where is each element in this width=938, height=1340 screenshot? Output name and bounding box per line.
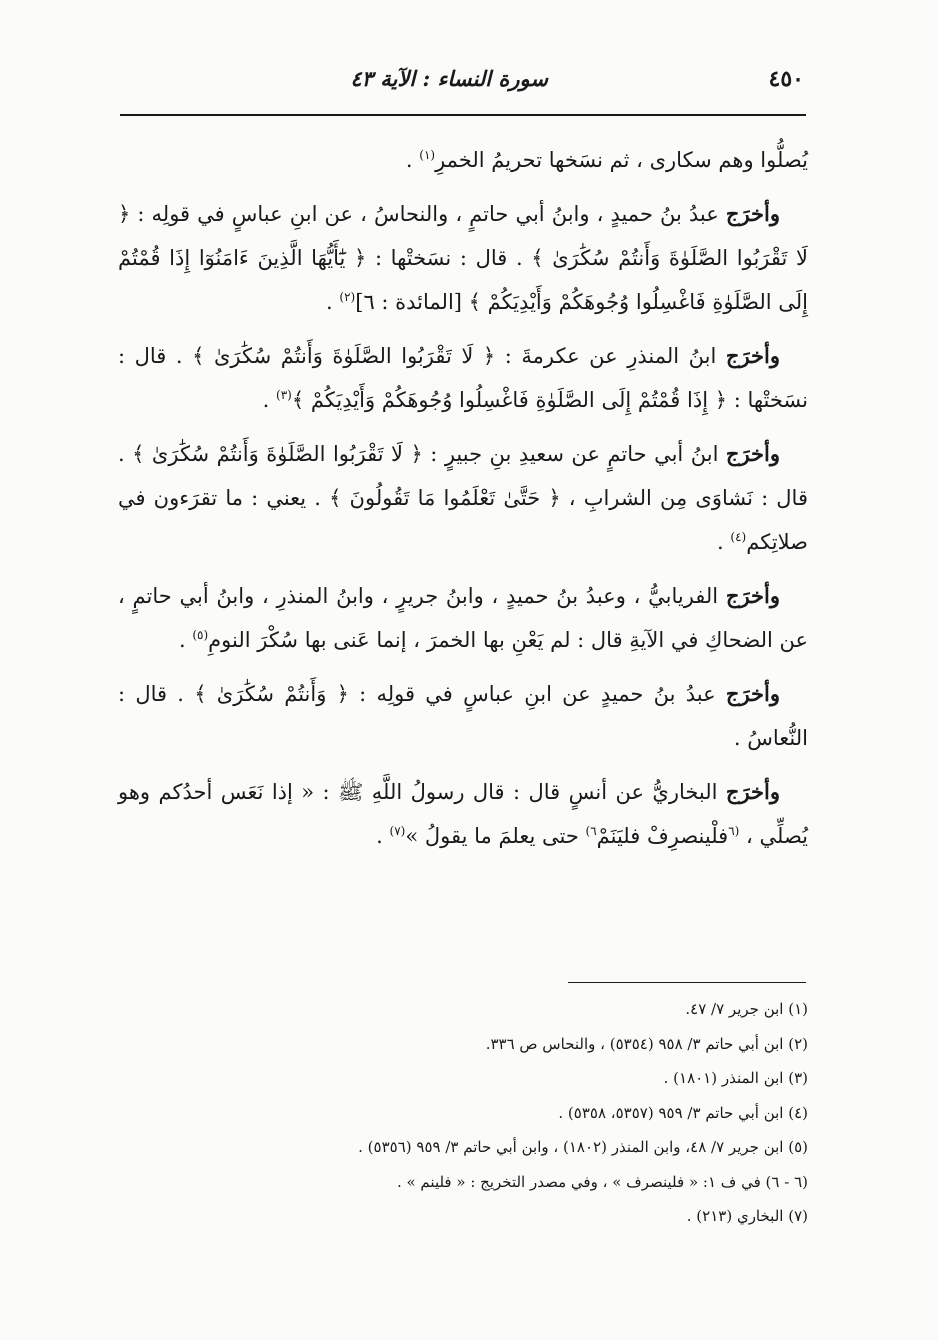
paragraph-end: . [405,148,420,172]
paragraph-text: عبدُ بنُ حميدٍ ، وابنُ أبي حاتمٍ ، والنحاسُ ، عن ابنِ عباسٍ في قولِه : ﴿ لَا تَقْرَبُوا الصَّلَوٰةَ وَأَنتُمْ سُكَٰرَىٰ ﴾ . قال : نسَختْها : ﴿ يَٰٓأَيُّهَا الَّذِينَ ءَامَنُوٓا إِذَا قُمْتُمْ إِلَى الصَّلَوٰةِ فَاغْسِلُوا وُجُوهَكُمْ وَأَيْدِيَكُمْ ﴾ [المائدة : ٦] [118,202,808,314]
paragraph-end: . [326,290,340,314]
footnote-3: (٣) ابن المنذر (١٨٠١) . [663,1069,808,1087]
paragraph-lead: وأخرَج [725,201,780,226]
paragraph-lead: وأخرَج [725,681,780,706]
footnote-rule [568,982,806,983]
paragraph-5 [118,574,808,662]
paragraph-end: . [733,726,748,750]
footnote-6: (٦ - ٦) في ف ١: « فلينصرف » ، وفي مصدر التخريج : « فلينم » . [396,1172,808,1191]
footnote-mark: (٧) [389,824,406,838]
paragraph-text: الفريابيُّ ، وعبدُ بنُ حميدٍ ، وابنُ جريرٍ ، وابنُ المنذرِ ، وابنُ أبي حاتمٍ ، عن الضحاكِ في الآيةِ قال : لم يَعْنِ بها الخمرَ ، إنما عَنى بها سُكْرَ النومِ [118,584,808,652]
paragraph-lead: وأخرَج [725,441,780,466]
variant-text: فلْينصرِفْ فليَنَمْ [596,824,729,848]
paragraph-lead: وأخرَج [725,343,780,368]
paragraph-text: يُصلُّوا وهم سكارى ، ثم نسَخها تحريمُ الخمرِ [435,148,808,172]
paragraph-text-end: حتى يعلمَ ما يقولُ » [405,824,586,848]
paragraph-lead: وأخرَج [725,779,780,804]
paragraph-4 [118,432,808,564]
book-page [118,0,808,1340]
footnotes [118,992,808,1234]
header-rule [120,114,806,116]
main-text [118,138,808,868]
paragraph-text: البخاريُّ عن أنسٍ قال : قال رسولُ اللَّهِ ﷺ : « إذا نَعَس أحدُكم وهو يُصلِّي ، [118,780,808,848]
paragraph-1 [118,138,808,182]
paragraph-end: . [262,388,277,412]
running-head: سورة النساء : الآية ٤٣ [350,66,548,91]
footnote-4: (٤) ابن أبي حاتم ٣/ ٩٥٩ (٥٣٥٧، ٥٣٥٨) . [558,1103,808,1122]
footnote-mark: (١) [419,148,436,162]
paragraph-7 [118,770,808,858]
paragraph-text: عبدُ بنُ حميدٍ عن ابنِ عباسٍ في قولِه : ﴿ وَأَنتُمْ سُكَٰرَىٰ ﴾ . قال : النُّعاسُ [118,682,808,750]
paragraph-end: . [376,824,390,848]
paragraph-text: ابنُ المنذرِ عن عكرمةَ : ﴿ لَا تَقْرَبُوا الصَّلَوٰةَ وَأَنتُمْ سُكَٰرَىٰ ﴾ . قال : نسَختْها : ﴿ إِذَا قُمْتُمْ إِلَى الصَّلَوٰةِ فَاغْسِلُوا وُجُوهَكُمْ وَأَيْدِيَكُمْ ﴾ [118,344,808,412]
paragraph-6 [118,672,808,760]
paragraph-lead: وأخرَج [725,583,780,608]
footnote-7: (٧) البخاري (٢١٣) . [686,1207,808,1225]
page-number: ٤٥٠ [768,66,804,92]
footnote-2: (٢) ابن أبي حاتم ٣/ ٩٥٨ (٥٣٥٤) ، والنحاس ص ٣٣٦. [485,1034,808,1053]
footnote-mark: (٢) [339,290,356,304]
paragraph-2 [118,192,808,324]
footnote-mark: (٥) [192,628,209,642]
variant-mark-open: (٦ [728,824,740,838]
footnote-5: (٥) ابن جرير ٧/ ٤٨، وابن المنذر (١٨٠٢) ، وابن أبي حاتم ٣/ ٩٥٩ (٥٣٥٦) . [358,1138,808,1156]
paragraph-end: . [178,628,193,652]
variant-mark-close: ٦) [585,824,597,838]
page-header [118,66,808,106]
paragraph-end: . [717,530,731,554]
paragraph-3 [118,334,808,422]
paragraph-text: ابنُ أبي حاتمٍ عن سعيدِ بنِ جبيرٍ : ﴿ لَا تَقْرَبُوا الصَّلَوٰةَ وَأَنتُمْ سُكَٰرَىٰ ﴾ . قال : نَشاوَى مِن الشرابِ ، ﴿ حَتَّىٰ تَعْلَمُوا مَا تَقُولُونَ ﴾ . يعني : ما تقرَءون في صلاتِكم [118,442,808,554]
footnote-mark: (٣) [276,388,292,402]
footnote-mark: (٤) [730,530,747,544]
footnote-1: (١) ابن جرير ٧/ ٤٧. [685,1000,808,1018]
